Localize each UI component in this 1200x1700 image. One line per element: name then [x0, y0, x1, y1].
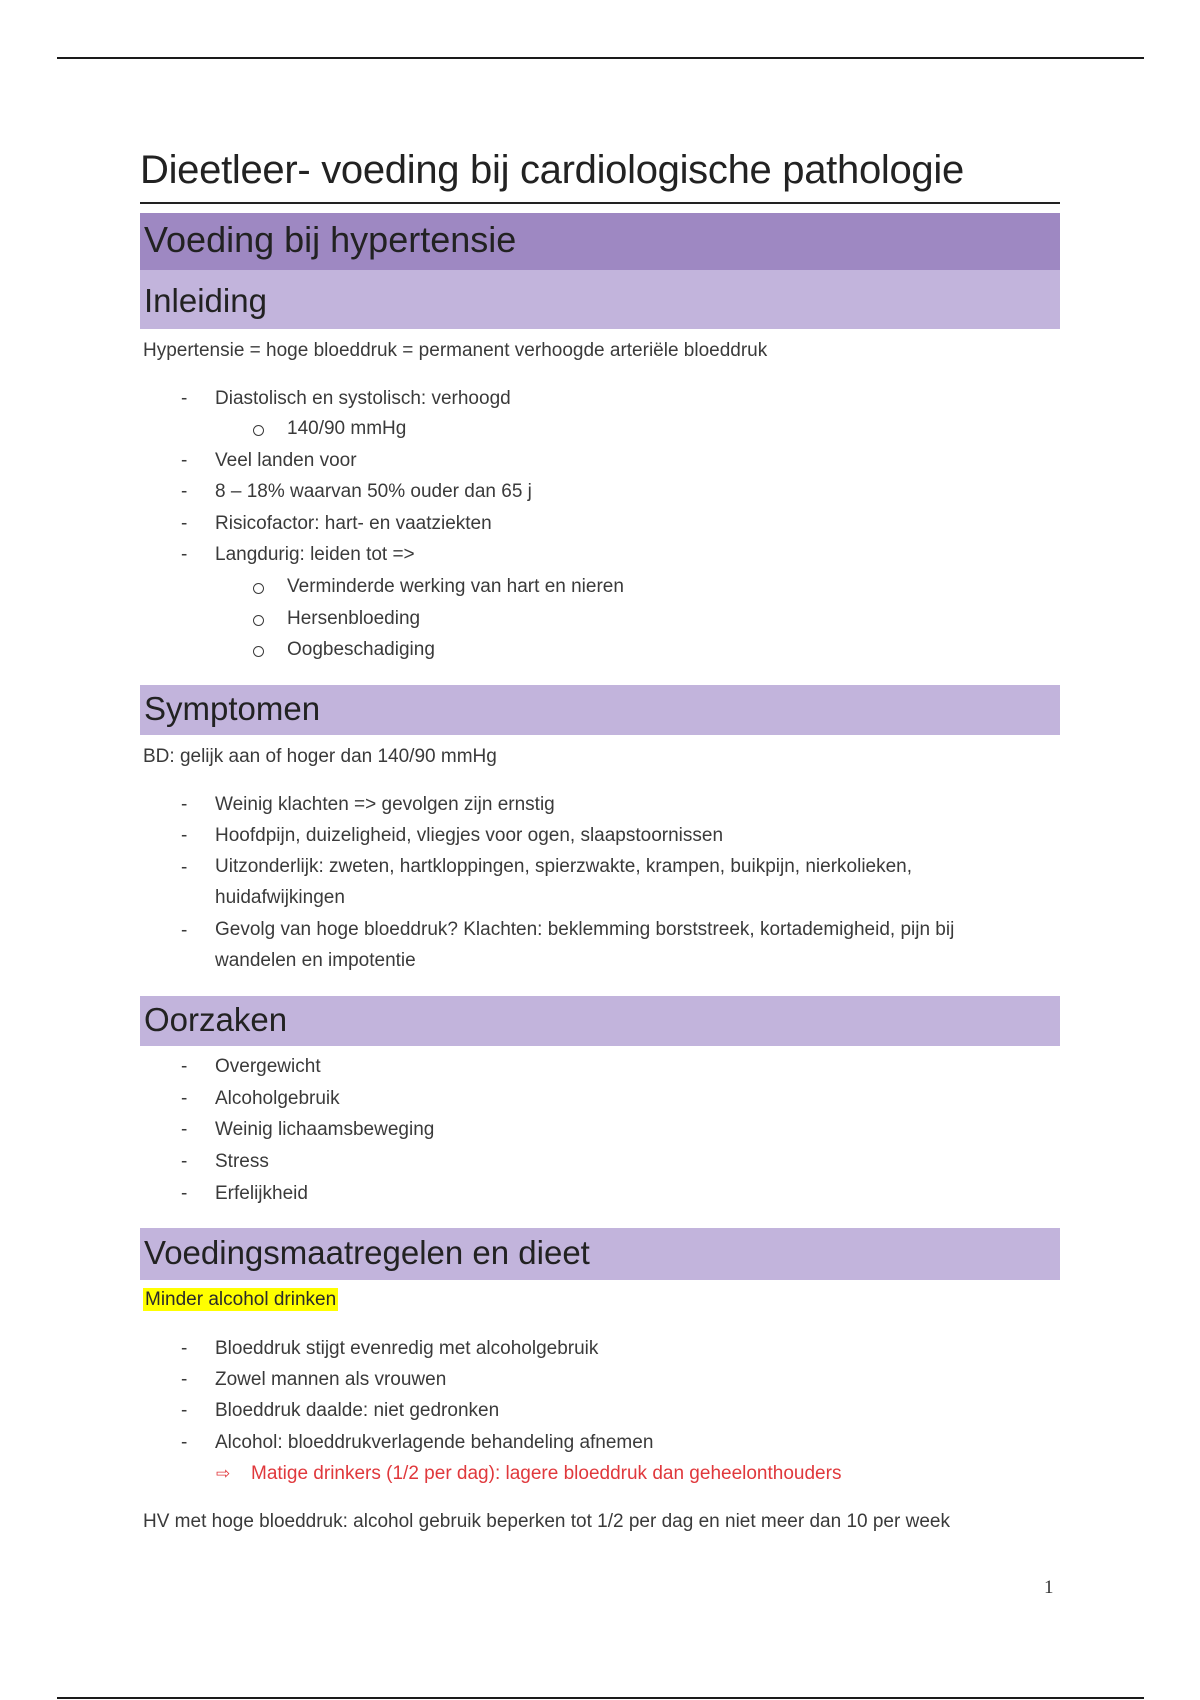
list-item: Overgewicht	[215, 1056, 321, 1077]
voedingsmaatregelen-heading-band	[140, 1228, 1060, 1280]
arrow-note: Matige drinkers (1/2 per dag): lagere bloeddruk dan geheelonthouders	[251, 1463, 842, 1484]
bullet-dash: -	[181, 544, 188, 565]
closing-paragraph: HV met hoge bloeddruk: alcohol gebruik beperken tot 1/2 per dag en niet meer dan 10 per week	[143, 1511, 950, 1532]
list-item: Alcoholgebruik	[215, 1088, 340, 1109]
bullet-circle-icon	[253, 646, 264, 657]
oorzaken-heading-band	[140, 996, 1060, 1046]
list-item: Weinig lichaamsbeweging	[215, 1119, 435, 1140]
list-item: Erfelijkheid	[215, 1183, 308, 1204]
bullet-dash: -	[181, 857, 188, 878]
bullet-circle-icon	[253, 425, 264, 436]
list-item: Uitzonderlijk: zweten, hartkloppingen, spierzwakte, krampen, buikpijn, nierkolieken, huidafwijkingen	[215, 856, 913, 908]
bullet-dash: -	[181, 1151, 188, 1172]
list-item: Bloeddruk daalde: niet gedronken	[215, 1400, 500, 1421]
list-item: Bloeddruk stijgt evenredig met alcoholgebruik	[215, 1338, 599, 1359]
list-item: Risicofactor: hart- en vaatziekten	[215, 513, 492, 534]
bullet-dash: -	[181, 450, 188, 471]
list-item: Veel landen voor	[215, 450, 357, 471]
bullet-dash: -	[181, 920, 188, 941]
list-item: 140/90 mmHg	[287, 418, 407, 439]
list-item: Zowel mannen als vrouwen	[215, 1369, 447, 1390]
bullet-dash: -	[181, 794, 188, 815]
section-heading-band	[140, 213, 1060, 270]
list-item: Hoofdpijn, duizeligheid, vliegjes voor ogen, slaapstoornissen	[215, 825, 724, 846]
bullet-dash: -	[181, 388, 188, 409]
list-item: Stress	[215, 1151, 269, 1172]
list-item: Alcohol: bloeddrukverlagende behandeling afnemen	[215, 1432, 654, 1453]
bullet-dash: -	[181, 825, 188, 846]
footer-rule	[57, 1697, 1144, 1699]
list-item: Diastolisch en systolisch: verhoogd	[215, 388, 511, 409]
bullet-dash: -	[181, 1119, 188, 1140]
page-number: 1	[1044, 1577, 1054, 1598]
bullet-dash: -	[181, 1432, 188, 1453]
list-item: Weinig klachten => gevolgen zijn ernstig	[215, 794, 555, 815]
bullet-circle-icon	[253, 583, 264, 594]
symptomen-heading: Symptomen	[144, 690, 321, 727]
inleiding-intro: Hypertensie = hoge bloeddruk = permanent verhoogde arteriële bloeddruk	[143, 340, 768, 361]
bullet-dash: -	[181, 1338, 188, 1359]
header-rule	[57, 57, 1144, 59]
arrow-right-icon: ⇨	[216, 1464, 231, 1483]
highlight-text: Minder alcohol drinken	[145, 1289, 337, 1310]
inleiding-heading-band	[140, 270, 1060, 329]
bullet-dash: -	[181, 1183, 188, 1204]
inleiding-heading: Inleiding	[144, 282, 267, 319]
highlighted-subheading	[143, 1289, 338, 1311]
list-item: Verminderde werking van hart en nieren	[287, 576, 624, 597]
oorzaken-heading: Oorzaken	[144, 1001, 288, 1038]
voedingsmaatregelen-heading: Voedingsmaatregelen en dieet	[144, 1234, 590, 1271]
bullet-dash: -	[181, 1056, 188, 1077]
list-item: Langdurig: leiden tot =>	[215, 544, 415, 565]
bullet-circle-icon	[253, 615, 264, 626]
bullet-dash: -	[181, 1088, 188, 1109]
list-item: Hersenbloeding	[287, 608, 421, 629]
list-item: Gevolg van hoge bloeddruk? Klachten: beklemming borststreek, kortademigheid, pijn bij wandelen en impotentie	[215, 919, 955, 971]
bullet-dash: -	[181, 513, 188, 534]
bullet-dash: -	[181, 481, 188, 502]
bullet-dash: -	[181, 1369, 188, 1390]
section-heading: Voeding bij hypertensie	[144, 219, 517, 260]
list-item: 8 – 18% waarvan 50% ouder dan 65 j	[215, 481, 532, 502]
symptomen-intro: BD: gelijk aan of hoger dan 140/90 mmHg	[143, 746, 497, 767]
bullet-dash: -	[181, 1400, 188, 1421]
document-title: Dieetleer- voeding bij cardiologische pathologie	[140, 140, 1060, 204]
symptomen-heading-band	[140, 685, 1060, 735]
list-item: Oogbeschadiging	[287, 639, 435, 660]
